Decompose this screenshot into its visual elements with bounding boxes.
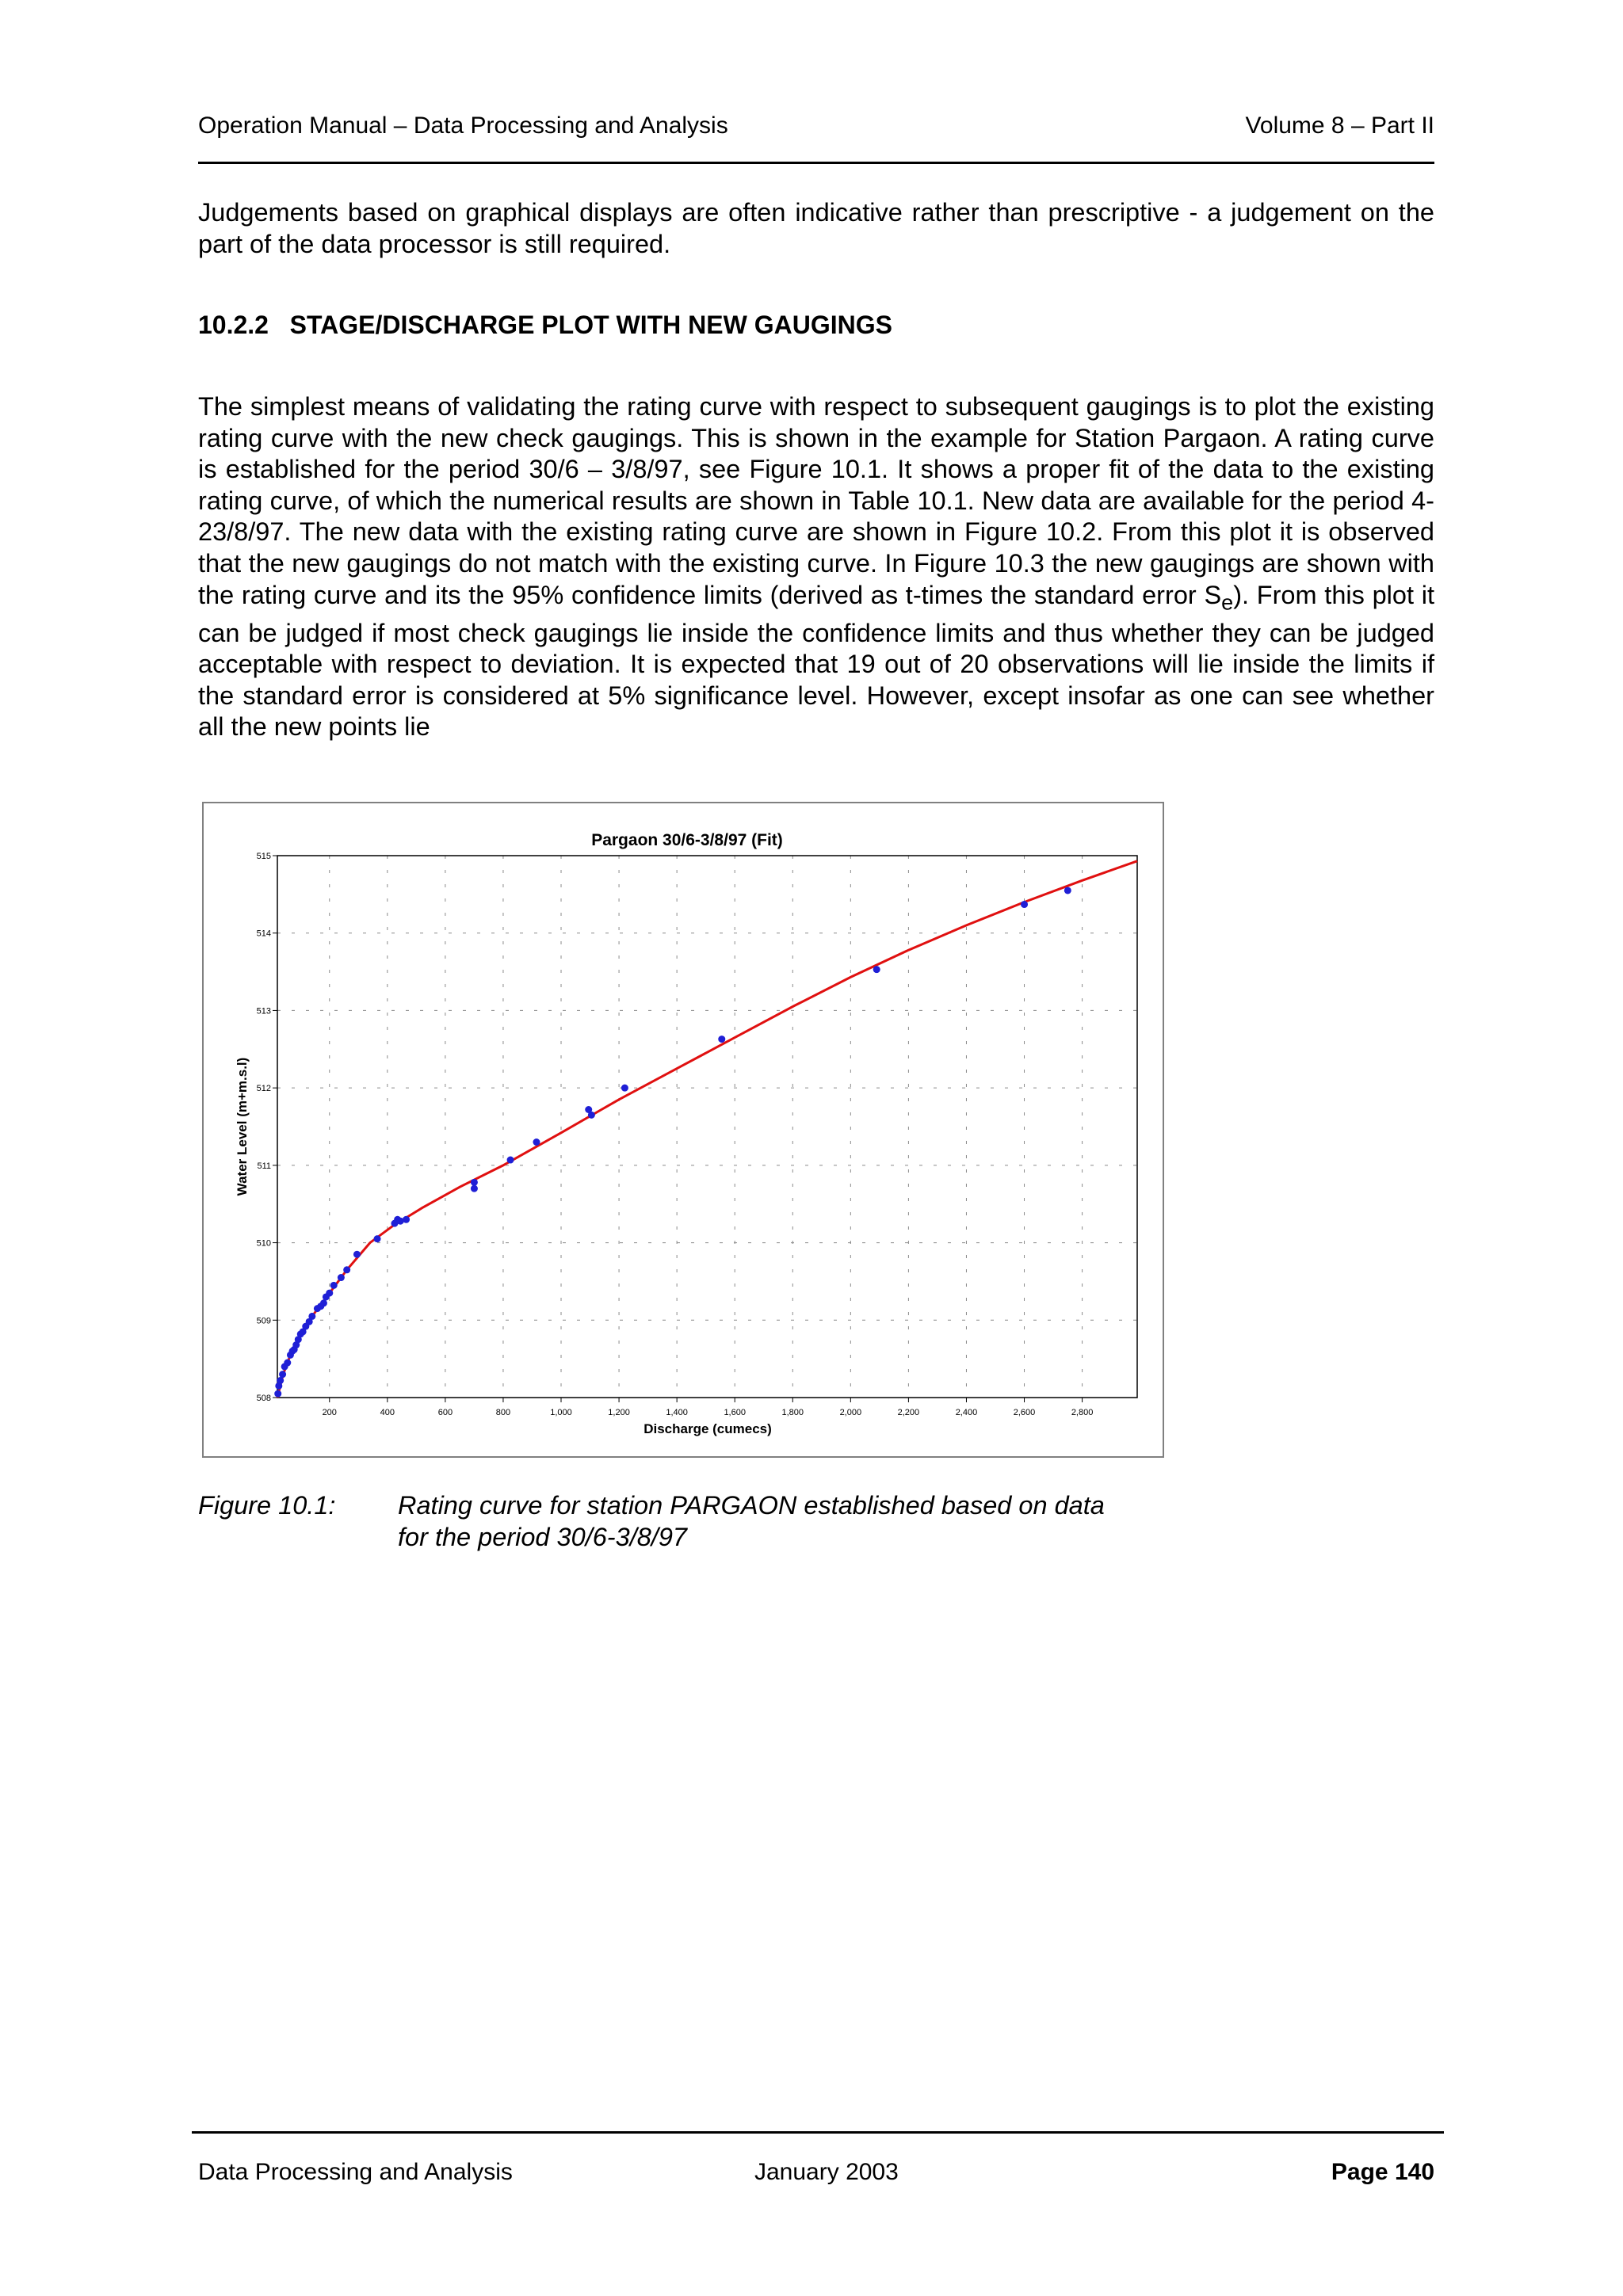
gauging-point: [1021, 901, 1028, 908]
footer-date: January 2003: [754, 2159, 899, 2185]
gauging-point: [353, 1251, 361, 1258]
figure-frame: [202, 802, 1164, 1458]
gauging-point: [374, 1235, 381, 1242]
gauging-point: [1064, 887, 1071, 894]
x-tick-label: 1,800: [781, 1408, 804, 1417]
x-axis-label: Discharge (cumecs): [643, 1421, 772, 1436]
body-text-part-2: ). From this plot it can be judged if most check gaugings lie inside the confidence limits and thus whether they can be judged acceptable with respect to deviation. It is expected that 19 out of 20 observations will lie inside the limits if the standard error is considered at 5% significance level. However, except insofar as one can see whether all the new points lie: [198, 580, 1434, 742]
x-tick-label: 600: [437, 1408, 453, 1417]
gauging-point: [507, 1157, 514, 1164]
chart-title: Pargaon 30/6-3/8/97 (Fit): [591, 831, 783, 849]
x-tick-label: 200: [322, 1408, 337, 1417]
body-paragraph: [198, 391, 1434, 743]
y-tick-label: 513: [256, 1006, 271, 1016]
x-tick-label: 1,400: [666, 1408, 688, 1417]
page-header: [198, 113, 1434, 164]
footer-title: Data Processing and Analysis: [198, 2159, 513, 2185]
gauging-point: [718, 1035, 725, 1043]
y-tick-label: 512: [256, 1084, 271, 1094]
gauging-point: [277, 1377, 284, 1384]
figure-caption-text: Rating curve for station PARGAON established based on data for the period 30/6-3/8/97: [398, 1491, 1105, 1551]
y-axis-label: Water Level (m+m.s.l): [235, 1057, 250, 1196]
figure-number: Figure 10.1:: [198, 1491, 336, 1520]
rating-curve-line: [277, 861, 1137, 1398]
gauging-point: [873, 966, 880, 973]
y-tick-label: 515: [256, 852, 271, 861]
x-tick-label: 2,400: [955, 1408, 978, 1417]
gauging-points: [274, 887, 1071, 1397]
page-footer: [192, 2131, 1444, 2185]
section-heading: [198, 311, 892, 340]
grid-lines: [277, 856, 1137, 1398]
figure-caption: [198, 1489, 1228, 1553]
x-tick-label: 400: [380, 1408, 395, 1417]
header-volume: Volume 8 – Part II: [1245, 113, 1434, 139]
x-axis-ticks: [323, 1398, 1094, 1417]
section-title: STAGE/DISCHARGE PLOT WITH NEW GAUGINGS: [289, 311, 892, 339]
x-tick-label: 1,600: [724, 1408, 746, 1417]
gauging-point: [330, 1282, 338, 1289]
gauging-point: [533, 1138, 540, 1146]
y-tick-label: 510: [256, 1238, 271, 1249]
gauging-point: [471, 1179, 478, 1186]
body-text-part-1: The simplest means of validating the rating curve with respect to subsequent gaugings is to plot the existing rating curve with the new check gaugings. This is shown in the example for Station Pargaon. A rating curve is established for the period 30/6 – 3/8/97, see Figure 10.1. It shows a proper fit of the data to the existing rating curve, of which the numerical results are shown in Table 10.1. New data are available for the period 4-23/8/97. The new data with the existing rating curve are shown in Figure 10.2. From this plot it is observed that the new gaugings do not match with the existing curve. In Figure 10.3 the new gaugings are shown with the rating curve and its the 95% confidence limits (derived as t-times the standard error S: [198, 392, 1434, 609]
gauging-point: [326, 1290, 333, 1297]
page-number: Page 140: [1331, 2159, 1434, 2185]
gauging-point: [274, 1390, 281, 1398]
y-tick-label: 508: [256, 1394, 271, 1403]
y-tick-label: 509: [256, 1316, 271, 1326]
gauging-point: [338, 1274, 345, 1281]
rating-curve-chart: [204, 803, 1163, 1456]
header-title: Operation Manual – Data Processing and Analysis: [198, 113, 728, 139]
x-tick-label: 1,000: [550, 1408, 572, 1417]
gauging-point: [279, 1371, 286, 1378]
y-axis-ticks: [257, 852, 277, 1403]
x-tick-label: 2,200: [897, 1408, 920, 1417]
x-tick-label: 2,000: [839, 1408, 862, 1417]
x-tick-label: 800: [495, 1408, 511, 1417]
intro-paragraph: Judgements based on graphical displays are often indicative rather than prescriptive - a judgement on the part of the data processor is still required.: [198, 198, 1434, 258]
y-tick-label: 511: [257, 1161, 271, 1171]
gauging-point: [621, 1085, 628, 1092]
gauging-point: [308, 1313, 315, 1320]
x-tick-label: 2,600: [1013, 1408, 1036, 1417]
gauging-point: [471, 1185, 478, 1192]
x-tick-label: 1,200: [608, 1408, 630, 1417]
body-subscript: e: [1221, 589, 1234, 615]
gauging-point: [343, 1266, 350, 1273]
gauging-point: [284, 1360, 291, 1367]
y-tick-label: 514: [256, 929, 271, 939]
gauging-point: [403, 1216, 410, 1223]
gauging-point: [320, 1299, 327, 1306]
plot-area-border: [277, 856, 1137, 1398]
gauging-point: [588, 1112, 595, 1119]
section-number: 10.2.2: [198, 311, 269, 339]
x-tick-label: 2,800: [1071, 1408, 1094, 1417]
